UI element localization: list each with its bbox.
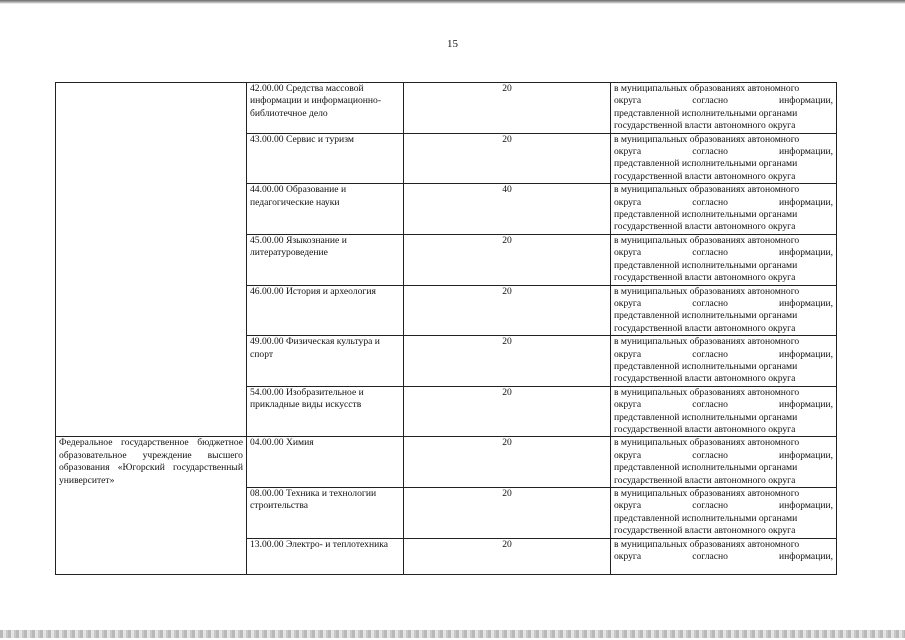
note-line: представленной исполнительными органами bbox=[614, 512, 798, 524]
value-cell: 20 bbox=[404, 437, 611, 488]
scan-top-edge bbox=[0, 0, 905, 4]
note-line: представленной исполнительными органами bbox=[614, 158, 798, 170]
note-line: в муниципальных образованиях автономного bbox=[614, 234, 800, 246]
page-number: 15 bbox=[447, 38, 458, 50]
note-cell bbox=[611, 538, 837, 574]
specialty-cell: 45.00.00 Языкознание и литературоведение bbox=[247, 234, 404, 285]
note-line: в муниципальных образованиях автономного bbox=[614, 437, 800, 449]
note-line: государственной власти автономного округа bbox=[614, 423, 796, 435]
note-line: государственной власти автономного округа bbox=[614, 373, 796, 385]
note-line: округа согласно информации, bbox=[614, 348, 833, 360]
note-cell bbox=[611, 488, 837, 539]
value-cell: 20 bbox=[404, 488, 611, 539]
note-line: представленной исполнительными органами bbox=[614, 411, 798, 423]
note-cell bbox=[611, 133, 837, 184]
organization-line: Федеральное государственное bbox=[59, 437, 189, 449]
note-line: в муниципальных образованиях автономного bbox=[614, 386, 800, 398]
specialty-cell: 49.00.00 Физическая культура и спорт bbox=[247, 336, 404, 387]
note-cell bbox=[611, 234, 837, 285]
value-cell: 20 bbox=[404, 83, 611, 134]
specialty-cell: 13.00.00 Электро- и теплотехника bbox=[247, 538, 404, 574]
note-line: в муниципальных образованиях автономного bbox=[614, 83, 800, 94]
value-cell: 20 bbox=[404, 234, 611, 285]
value-cell: 20 bbox=[404, 386, 611, 437]
table-row bbox=[56, 437, 837, 488]
note-line: округа согласно информации, bbox=[614, 551, 833, 563]
note-line: округа согласно информации, bbox=[614, 247, 833, 259]
specialty-cell: 43.00.00 Сервис и туризм bbox=[247, 133, 404, 184]
note-line: в муниципальных образованиях автономного bbox=[614, 285, 800, 297]
note-line: округа согласно информации, bbox=[614, 196, 833, 208]
note-line: государственной власти автономного округа bbox=[614, 272, 796, 284]
note-line: в муниципальных образованиях автономного bbox=[614, 538, 800, 550]
note-cell bbox=[611, 386, 837, 437]
note-line: в муниципальных образованиях автономного bbox=[614, 184, 800, 196]
note-line: представленной исполнительными органами bbox=[614, 209, 798, 221]
note-line: округа согласно информации, bbox=[614, 399, 833, 411]
note-line: округа согласно информации, bbox=[614, 95, 833, 107]
note-line: государственной власти автономного округа bbox=[614, 525, 796, 537]
value-cell: 20 bbox=[404, 538, 611, 574]
specialty-cell: 44.00.00 Образование и педагогические науки bbox=[247, 184, 404, 235]
specialty-cell: 08.00.00 Техника и технологии строительства bbox=[247, 488, 404, 539]
note-line: государственной власти автономного округа bbox=[614, 322, 796, 334]
note-line: государственной власти автономного округа bbox=[614, 474, 796, 486]
note-cell bbox=[611, 336, 837, 387]
note-cell bbox=[611, 83, 837, 134]
note-line: округа согласно информации, bbox=[614, 449, 833, 461]
note-line: государственной власти автономного округа bbox=[614, 120, 796, 132]
note-line: представленной исполнительными органами bbox=[614, 360, 798, 372]
note-cell bbox=[611, 184, 837, 235]
value-cell: 20 bbox=[404, 133, 611, 184]
specialty-cell: 46.00.00 История и археология bbox=[247, 285, 404, 336]
allocation-table bbox=[55, 82, 837, 575]
note-line: государственной власти автономного округа bbox=[614, 221, 796, 233]
note-line: округа согласно информации, bbox=[614, 297, 833, 309]
organization-cell bbox=[56, 437, 247, 574]
organization-line: бюджетное образовательное bbox=[59, 437, 243, 461]
organization-line: «Югорский государственный bbox=[117, 462, 243, 474]
organization-line: университет» bbox=[59, 474, 115, 486]
note-line: округа согласно информации, bbox=[614, 500, 833, 512]
note-line: государственной власти автономного округа bbox=[614, 170, 796, 182]
specialty-cell: 42.00.00 Средства массовой информации и информационно-библиотечное дело bbox=[247, 83, 404, 134]
note-line: округа согласно информации, bbox=[614, 146, 833, 158]
organization-cell-empty bbox=[56, 83, 247, 437]
note-line: в муниципальных образованиях автономного bbox=[614, 336, 800, 348]
note-line: в муниципальных образованиях автономного bbox=[614, 133, 800, 145]
note-line: представленной исполнительными органами bbox=[614, 310, 798, 322]
note-line: представленной исполнительными органами bbox=[614, 107, 798, 119]
value-cell: 20 bbox=[404, 285, 611, 336]
note-line: представленной исполнительными органами bbox=[614, 462, 798, 474]
note-cell bbox=[611, 285, 837, 336]
scan-bottom-edge bbox=[0, 630, 905, 638]
value-cell: 40 bbox=[404, 184, 611, 235]
value-cell: 20 bbox=[404, 336, 611, 387]
specialty-cell: 04.00.00 Химия bbox=[247, 437, 404, 488]
note-cell bbox=[611, 437, 837, 488]
table-row bbox=[56, 83, 837, 134]
organization-line: учреждение высшего образования bbox=[59, 449, 243, 474]
note-line: в муниципальных образованиях автономного bbox=[614, 488, 800, 499]
specialty-cell: 54.00.00 Изобразительное и прикладные виды искусств bbox=[247, 386, 404, 437]
note-line: представленной исполнительными органами bbox=[614, 259, 798, 271]
